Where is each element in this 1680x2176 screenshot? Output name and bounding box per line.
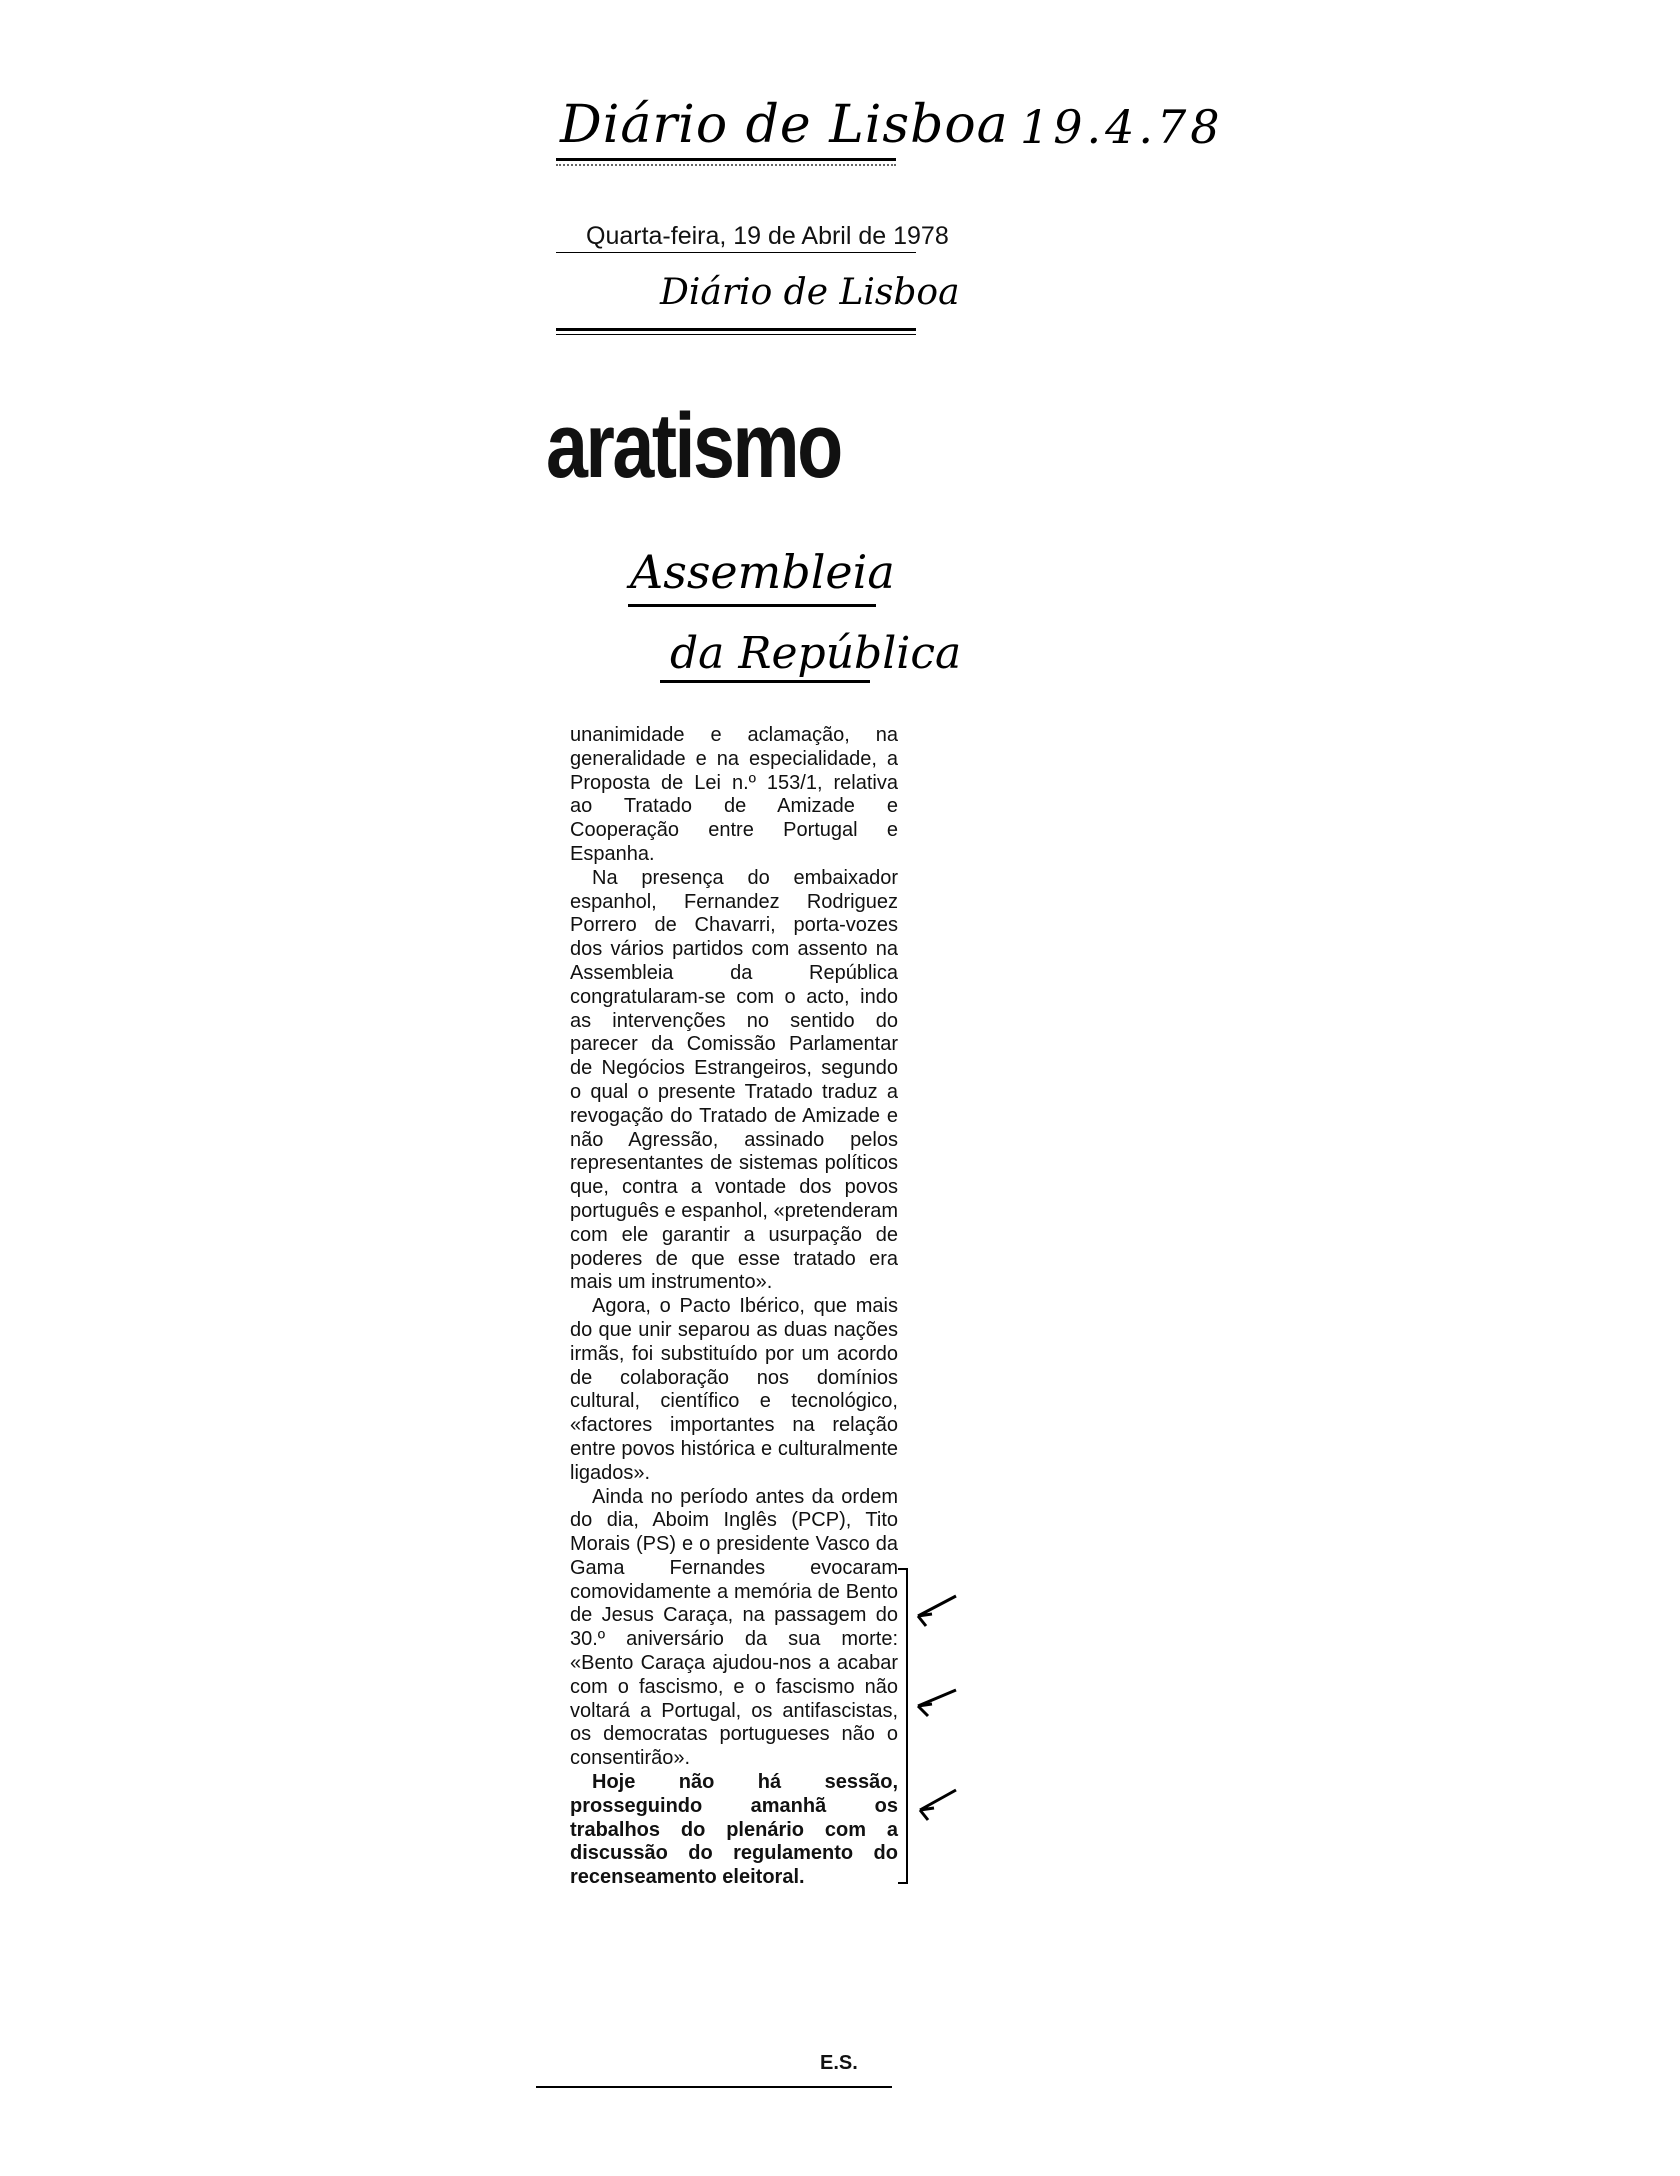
section-handwritten-underline2: [660, 680, 870, 683]
article-paragraph: unanimidade e aclamação, na generalidade e na especialidade, a Proposta de Lei n.º 153/1, relativa ao Tratado de Amizade e Cooperação entre Portugal e Espanha.: [570, 724, 898, 865]
footer-rule: [536, 2086, 892, 2088]
masthead-dotted-rule: [556, 164, 896, 166]
masthead-underline: [556, 158, 896, 161]
signature: E.S.: [820, 2052, 858, 2074]
article-body: [570, 724, 898, 1890]
dateline: Quarta-feira, 19 de Abril de 1978: [586, 222, 949, 250]
arrow-icon: [912, 1682, 958, 1722]
article-paragraph: Na presença do embaixador espanhol, Fernandez Rodriguez Porrero de Chavarri, porta-vozes dos vários partidos com assento na Assembleia da República congratularam-se com o acto, indo as intervenções no sentido do parecer da Comissão Parlamentar de Negócios Estrangeiros, segundo o qual o presente Tratado traduz a revogação do Tratado de Amizade e não Agressão, assinado pelos representantes de sistemas políticos que, contra a vontade dos povos português e espanhol, «pretenderam com ele garantir a usurpação de poderes de que esse tratado era mais um instrumento».: [570, 866, 899, 1294]
section-handwritten-line1: Assembleia: [630, 545, 895, 599]
masthead-handwritten: Diário de Lisboa: [560, 95, 1009, 155]
article-paragraph: Hoje não há sessão, prosseguindo amanhã os trabalhos do plenário com a discussão do regulamento do recenseamento eleitoral.: [570, 1771, 898, 1889]
section-top-rule-thin: [556, 334, 916, 335]
arrow-icon: [912, 1782, 958, 1822]
headline: aratismo: [546, 395, 841, 497]
date-handwritten: 19.4.78: [1020, 100, 1224, 154]
article-paragraph: Ainda no período antes da ordem do dia, Aboim Inglês (PCP), Tito Morais (PS) e o presidente Vasco da Gama Fernandes evocaram comovidamente a memória de Bento de Jesus Caraça, na passagem do 30.º aniversário da sua morte: «Bento Caraça ajudou-nos a acabar com o fascismo, e o fascismo não voltará a Portugal, os antifascistas, os democratas portugueses não o consentirão».: [570, 1485, 898, 1770]
section-handwritten-line2: da República: [670, 628, 962, 679]
section-handwritten-underline1: [628, 604, 876, 607]
section-top-rule: [556, 328, 916, 331]
article-paragraph: Agora, o Pacto Ibérico, que mais do que unir separou as duas nações irmãs, foi substituído por um acordo de colaboração nos domínios cultural, científico e tecnológico, «factores importantes na relação entre povos histórica e culturalmente ligados».: [570, 1295, 898, 1484]
dateline-rule: [556, 252, 916, 253]
margin-bracket: [898, 1568, 908, 1884]
arrow-icon: [912, 1590, 958, 1630]
masthead-handwritten-small: Diário de Lisboa: [660, 272, 960, 313]
